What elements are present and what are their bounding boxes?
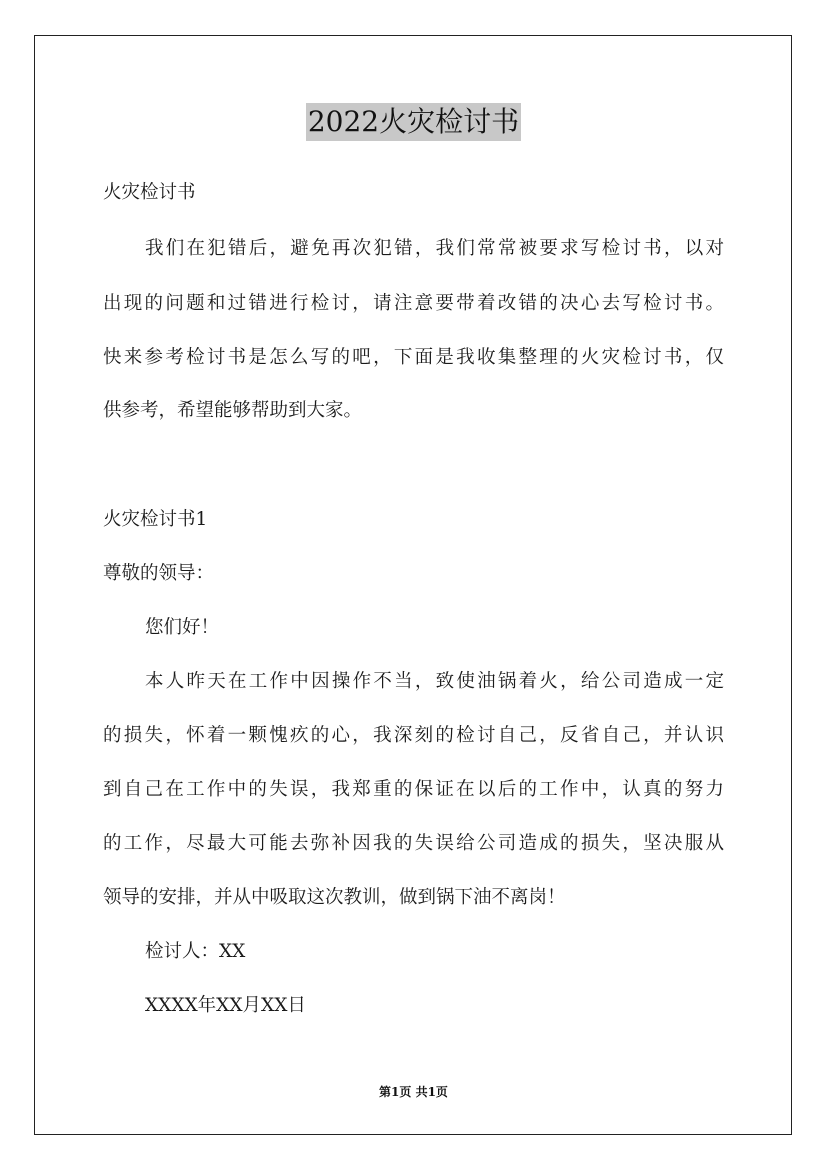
date: XXXX年XX月XX日 — [145, 995, 306, 1016]
body-line: 领导的安排，并从中吸取这次教训，做到锅下油不离岗！ — [103, 887, 566, 908]
salutation: 尊敬的领导： — [103, 563, 215, 584]
intro-line: 出现的问题和过错进行检讨，请注意要带着改错的决心去写检讨书。 — [103, 293, 724, 314]
body-line: 本人昨天在工作中因操作不当，致使油锅着火，给公司造成一定 — [145, 671, 724, 692]
body-line: 的工作，尽最大可能去弥补因我的失误给公司造成的损失，坚决服从 — [103, 833, 724, 854]
intro-line: 我们在犯错后，避免再次犯错，我们常常被要求写检讨书，以对 — [145, 238, 724, 259]
signature: 检讨人：XX — [145, 941, 246, 962]
page-number-label: 第1页 共1页 — [379, 1085, 448, 1099]
subtitle: 火灾检讨书 — [103, 182, 196, 203]
section-title: 火灾检讨书1 — [103, 509, 208, 530]
greeting: 您们好！ — [145, 617, 220, 638]
intro-line: 供参考，希望能够帮助到大家。 — [103, 400, 363, 421]
body-line: 的损失，怀着一颗愧疚的心，我深刻的检讨自己，反省自己，并认识 — [103, 725, 724, 746]
document-title: 2022火灾检讨书 — [306, 103, 521, 141]
page-footer — [0, 1084, 827, 1100]
body-line: 到自己在工作中的失误，我郑重的保证在以后的工作中，认真的努力 — [103, 779, 724, 800]
title-container — [0, 103, 827, 141]
intro-line: 快来参考检讨书是怎么写的吧，下面是我收集整理的火灾检讨书，仅 — [103, 347, 724, 368]
